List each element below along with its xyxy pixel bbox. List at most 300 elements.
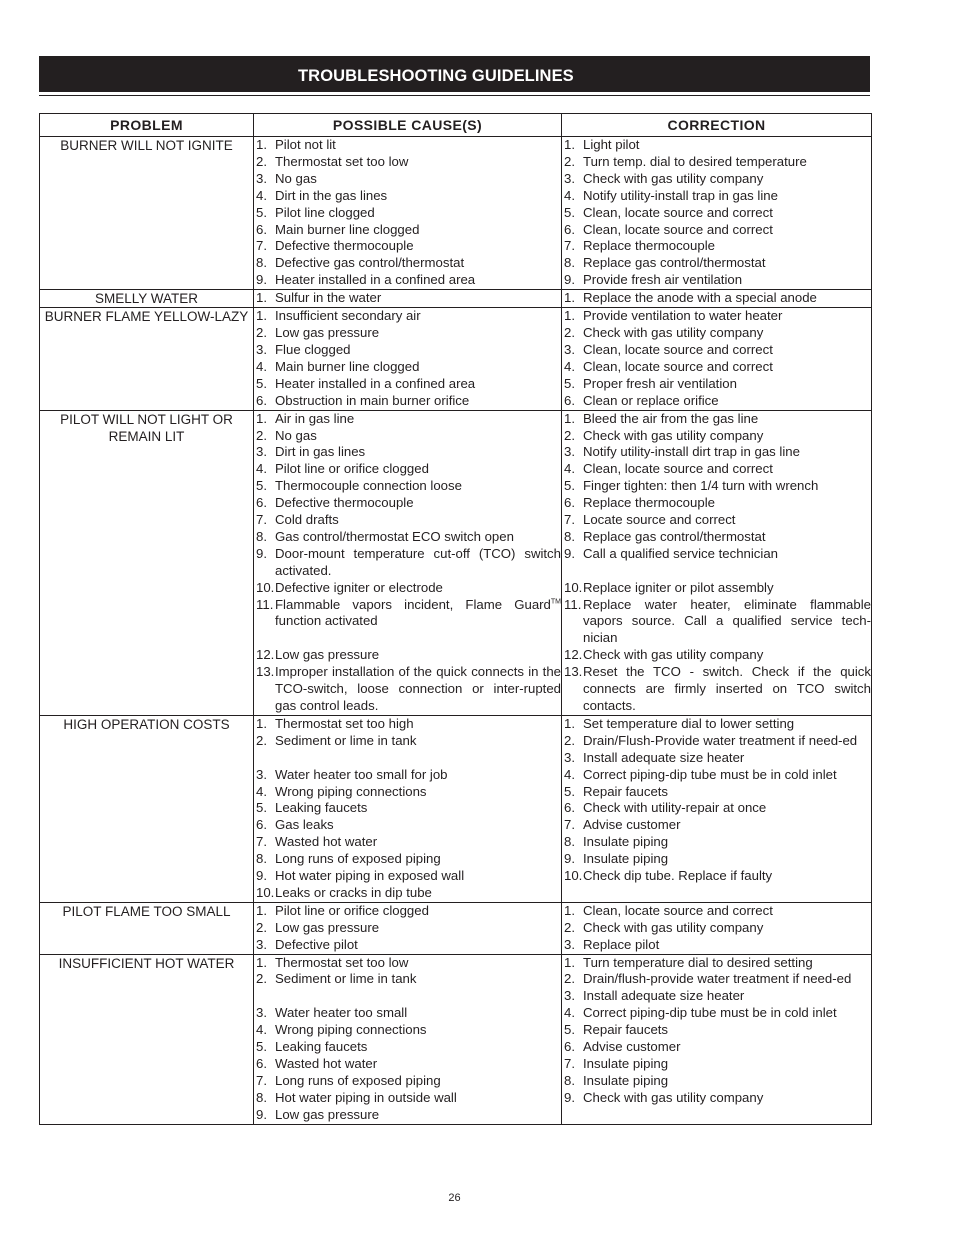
item-text [583, 546, 871, 580]
item-text-main: Defective igniter or electrode [275, 579, 443, 595]
item-text [583, 238, 871, 255]
list-item [254, 851, 561, 868]
item-text-main: Advise customer [583, 817, 681, 833]
list-item [562, 393, 871, 410]
item-text-main: Sulfur in the water [275, 290, 382, 306]
item-number: 8. [564, 255, 575, 271]
list-item [562, 495, 871, 512]
list-item [254, 325, 561, 342]
item-text [275, 255, 561, 272]
list-item [562, 750, 871, 767]
list-item [562, 868, 871, 885]
item-text [583, 1022, 871, 1039]
item-number: 9. [564, 545, 575, 561]
item-number: 1. [256, 290, 267, 306]
list-item [254, 171, 561, 188]
item-text-main: Insulate piping [583, 851, 669, 867]
item-text [583, 205, 871, 222]
item-text [275, 1090, 561, 1107]
item-number: 11. [256, 596, 274, 612]
item-text-main: Correct piping-dip tube must be in cold inlet [583, 766, 837, 782]
item-text-main: Repair faucets [583, 783, 669, 799]
table-row [40, 137, 872, 290]
item-text-main: Flammable vapors incident, Flame Guard [275, 596, 551, 612]
item-text [275, 1005, 561, 1022]
corrections-list [562, 411, 871, 715]
item-text-main: Replace gas control/thermostat [583, 255, 766, 271]
item-number: 5. [256, 204, 267, 220]
blank-line [275, 630, 561, 647]
list-item [562, 920, 871, 937]
list-item [562, 1039, 871, 1056]
item-text [583, 444, 871, 461]
item-text [583, 851, 871, 868]
item-text-main: Advise customer [583, 1039, 681, 1055]
item-number: 1. [564, 137, 575, 152]
item-text-main: Finger tighten: then 1/4 turn with wrench [583, 478, 819, 494]
item-text-main: Light pilot [583, 137, 640, 152]
item-text [583, 428, 871, 445]
item-text [583, 955, 871, 972]
table-row [40, 308, 872, 410]
table-row [40, 410, 872, 715]
item-number: 6. [564, 495, 575, 511]
item-text-main: Pilot not lit [275, 137, 336, 152]
list-item [562, 359, 871, 376]
item-number: 10. [564, 579, 583, 595]
item-text [583, 716, 871, 733]
list-item [254, 308, 561, 325]
item-number: 6. [564, 1039, 575, 1055]
item-text-main: Main burner line clogged [275, 358, 420, 374]
item-text-main: Locate source and correct [583, 512, 736, 528]
item-number: 1. [564, 954, 575, 970]
item-number: 2. [564, 971, 575, 987]
list-item [254, 238, 561, 255]
item-text [583, 597, 871, 648]
item-text-main: Long runs of exposed piping [275, 851, 441, 867]
item-text-main: Dirt in gas lines [275, 444, 366, 460]
item-text [275, 137, 561, 154]
item-text-main: Wasted hot water [275, 834, 378, 850]
item-text-main: Replace igniter or pilot assembly [583, 579, 774, 595]
item-text-main: Door-mount temperature cut-off (TCO) switch activated. [275, 545, 561, 578]
problem-cell: BURNER FLAME YELLOW-LAZY [40, 308, 254, 410]
item-number: 3. [564, 341, 575, 357]
list-item [562, 290, 871, 307]
item-number: 3. [256, 444, 267, 460]
item-text [275, 290, 561, 307]
item-text [583, 937, 871, 954]
list-item [562, 188, 871, 205]
item-number: 6. [564, 221, 575, 237]
list-item [562, 461, 871, 478]
header-problem: PROBLEM [40, 114, 254, 137]
item-text [275, 428, 561, 445]
item-number: 6. [256, 495, 267, 511]
list-item [254, 444, 561, 461]
item-number: 4. [256, 461, 267, 477]
list-item [254, 800, 561, 817]
item-text-main: Insulate piping [583, 834, 669, 850]
item-text-main: Replace pilot [583, 936, 660, 952]
list-item [254, 1056, 561, 1073]
item-text-continued: function activated [275, 613, 378, 629]
item-text-main: Water heater too small [275, 1005, 408, 1021]
item-text [583, 750, 871, 767]
list-item [254, 937, 561, 954]
list-item [254, 205, 561, 222]
item-text [275, 817, 561, 834]
item-number: 9. [564, 851, 575, 867]
item-number: 6. [256, 1055, 267, 1071]
list-item [254, 1022, 561, 1039]
problem-cell: INSUFFICIENT HOT WATER [40, 954, 254, 1124]
item-number: 2. [564, 732, 575, 748]
item-text [275, 546, 561, 580]
item-text-main: Leaking faucets [275, 1039, 368, 1055]
item-number: 4. [564, 766, 575, 782]
item-text-main: Dirt in the gas lines [275, 187, 388, 203]
item-text [275, 1022, 561, 1039]
item-text-main: Leaking faucets [275, 800, 368, 816]
item-text [275, 478, 561, 495]
item-number: 8. [564, 528, 575, 544]
item-text-main: No gas [275, 427, 317, 443]
item-number: 1. [564, 308, 575, 324]
item-text [583, 171, 871, 188]
item-text [275, 955, 561, 972]
item-text [275, 461, 561, 478]
list-item [254, 647, 561, 664]
causes-list [254, 137, 561, 289]
list-item [254, 512, 561, 529]
causes-list [254, 290, 561, 307]
item-text [583, 529, 871, 546]
item-text-main: Clean, locate source and correct [583, 461, 773, 477]
item-text-main: Long runs of exposed piping [275, 1072, 441, 1088]
item-text-main: Notify utility-install trap in gas line [583, 187, 778, 203]
item-text [583, 255, 871, 272]
corrections-cell [562, 954, 872, 1124]
list-item [562, 580, 871, 597]
list-item [562, 1090, 871, 1107]
item-number: 4. [564, 1005, 575, 1021]
item-text-main: Check with gas utility company [583, 325, 764, 341]
causes-list [254, 955, 561, 1124]
item-text [275, 325, 561, 342]
item-text-main: Defective gas control/thermostat [275, 255, 465, 271]
item-number: 2. [564, 427, 575, 443]
corrections-cell [562, 290, 872, 308]
list-item [562, 272, 871, 289]
item-number: 8. [256, 851, 267, 867]
list-item [254, 664, 561, 715]
item-text-main: Improper installation of the quick connects in the TCO-switch, loose connection or inter-rupted gas control leads. [275, 664, 561, 713]
list-item [562, 1022, 871, 1039]
item-text [583, 154, 871, 171]
problem-cell: BURNER WILL NOT IGNITE [40, 137, 254, 290]
list-item [562, 834, 871, 851]
list-item [254, 222, 561, 239]
item-number: 6. [256, 817, 267, 833]
item-text [583, 359, 871, 376]
item-number: 2. [564, 153, 575, 169]
corrections-list [562, 716, 871, 885]
item-text-main: No gas [275, 170, 317, 186]
list-item [562, 1005, 871, 1022]
list-item [562, 238, 871, 255]
item-number: 4. [564, 187, 575, 203]
item-number: 9. [564, 272, 575, 288]
list-item [254, 733, 561, 767]
header-correction: CORRECTION [562, 114, 872, 137]
item-text [583, 411, 871, 428]
item-text [275, 664, 561, 715]
item-text-main: Set temperature dial to lower setting [583, 715, 795, 731]
item-text [275, 171, 561, 188]
list-item [562, 222, 871, 239]
item-text-main: Gas control/thermostat ECO switch open [275, 528, 514, 544]
item-text-main: Clean, locate source and correct [583, 221, 773, 237]
item-text-main: Defective thermocouple [275, 495, 414, 511]
item-text-main: Check with gas utility company [583, 1089, 764, 1105]
item-number: 3. [256, 766, 267, 782]
item-number: 3. [564, 444, 575, 460]
item-text-main: Check with gas utility company [583, 647, 764, 663]
list-item [254, 290, 561, 307]
item-text [275, 411, 561, 428]
problem-cell: PILOT WILL NOT LIGHT OR REMAIN LIT [40, 410, 254, 715]
table-body [40, 137, 872, 1125]
item-text-main: Sediment or lime in tank [275, 971, 417, 987]
item-number: 2. [564, 325, 575, 341]
list-item [254, 495, 561, 512]
item-text [583, 1005, 871, 1022]
list-item [254, 885, 561, 902]
item-text-main: Insufficient secondary air [275, 308, 421, 324]
item-number: 12. [564, 647, 583, 663]
item-number: 7. [256, 512, 267, 528]
corrections-list [562, 308, 871, 409]
item-text [275, 1039, 561, 1056]
list-item [254, 597, 561, 648]
item-number: 4. [256, 783, 267, 799]
item-text [275, 716, 561, 733]
item-text-main: Wrong piping connections [275, 1022, 427, 1038]
item-text-main: Heater installed in a confined area [275, 272, 476, 288]
causes-list [254, 903, 561, 954]
list-item [254, 971, 561, 1005]
item-text-main: Thermocouple connection loose [275, 478, 462, 494]
item-text [275, 885, 561, 902]
table-row [40, 715, 872, 902]
item-number: 6. [256, 221, 267, 237]
item-text-main: Drain/flush-provide water treatment if need-ed [583, 971, 852, 987]
list-item [562, 800, 871, 817]
list-item [254, 920, 561, 937]
item-number: 5. [256, 478, 267, 494]
item-text [583, 1056, 871, 1073]
item-text [275, 767, 561, 784]
item-number: 3. [256, 170, 267, 186]
blank-line [275, 750, 561, 767]
item-text-main: Replace the anode with a special anode [583, 290, 817, 306]
item-text [275, 784, 561, 801]
list-item [562, 428, 871, 445]
item-number: 2. [256, 153, 267, 169]
item-number: 5. [564, 204, 575, 220]
item-number: 8. [256, 528, 267, 544]
corrections-cell [562, 410, 872, 715]
item-number: 4. [256, 187, 267, 203]
causes-cell [254, 137, 562, 290]
item-text [275, 393, 561, 410]
item-text-main: Pilot line clogged [275, 204, 375, 220]
item-text-main: Low gas pressure [275, 1106, 380, 1122]
item-number: 6. [564, 392, 575, 408]
item-text [275, 868, 561, 885]
table-row [40, 902, 872, 954]
item-text-main: Pilot line or orifice clogged [275, 902, 429, 918]
list-item [562, 664, 871, 715]
item-number: 8. [564, 834, 575, 850]
problem-cell: HIGH OPERATION COSTS [40, 715, 254, 902]
item-number: 5. [256, 1039, 267, 1055]
blank-line [275, 988, 561, 1005]
item-text [275, 733, 561, 767]
corrections-list [562, 137, 871, 289]
item-number: 5. [256, 375, 267, 391]
item-text-main: Thermostat set too low [275, 153, 409, 169]
troubleshooting-table [39, 113, 872, 1125]
header-possible-causes: POSSIBLE CAUSE(S) [254, 114, 562, 137]
list-item [254, 868, 561, 885]
item-text [275, 272, 561, 289]
item-text [275, 512, 561, 529]
item-number: 6. [564, 800, 575, 816]
list-item [254, 784, 561, 801]
item-text [583, 188, 871, 205]
item-number: 8. [564, 1072, 575, 1088]
item-text [583, 1090, 871, 1107]
table-row [40, 954, 872, 1124]
item-text [583, 393, 871, 410]
item-text-main: Insulate piping [583, 1072, 669, 1088]
item-text [583, 664, 871, 715]
item-text [275, 1107, 561, 1124]
item-text [583, 580, 871, 597]
item-text-main: Turn temp. dial to desired temperature [583, 153, 807, 169]
item-number: 3. [256, 341, 267, 357]
list-item [562, 529, 871, 546]
causes-cell [254, 954, 562, 1124]
list-item [254, 428, 561, 445]
item-text-main: Check with gas utility company [583, 427, 764, 443]
list-item [562, 154, 871, 171]
item-number: 1. [564, 715, 575, 731]
item-text-main: Proper fresh air ventilation [583, 375, 737, 391]
causes-cell [254, 410, 562, 715]
section-title: TROUBLESHOOTING GUIDELINES [39, 56, 870, 92]
list-item [254, 393, 561, 410]
list-item [254, 580, 561, 597]
list-item [562, 784, 871, 801]
item-text [275, 1056, 561, 1073]
item-text-main: Install adequate size heater [583, 988, 745, 1004]
list-item [254, 767, 561, 784]
item-text-main: Provide ventilation to water heater [583, 308, 783, 324]
corrections-list [562, 290, 871, 307]
item-text [583, 512, 871, 529]
list-item [562, 342, 871, 359]
table-header-row [40, 114, 872, 137]
item-number: 9. [256, 272, 267, 288]
item-text [583, 868, 871, 885]
item-number: 2. [564, 919, 575, 935]
item-text [275, 834, 561, 851]
item-text [275, 920, 561, 937]
item-text-main: Thermostat set too high [275, 715, 414, 731]
item-number: 11. [564, 596, 582, 612]
causes-list [254, 716, 561, 902]
item-text [275, 376, 561, 393]
item-number: 1. [564, 902, 575, 918]
item-number: 1. [256, 410, 267, 426]
item-text-main: Wasted hot water [275, 1055, 378, 1071]
item-text [583, 342, 871, 359]
item-number: 2. [256, 427, 267, 443]
title-underline [39, 95, 870, 96]
list-item [562, 988, 871, 1005]
item-text [583, 308, 871, 325]
item-text-main: Replace thermocouple [583, 238, 715, 254]
list-item [562, 137, 871, 154]
item-number: 13. [256, 664, 275, 680]
item-number: 5. [564, 478, 575, 494]
item-text [583, 222, 871, 239]
item-text [583, 461, 871, 478]
item-text-main: Check with gas utility company [583, 170, 764, 186]
list-item [562, 817, 871, 834]
item-text-main: Call a qualified service technician [583, 545, 778, 561]
item-number: 3. [564, 749, 575, 765]
item-text-main: Turn temperature dial to desired setting [583, 954, 813, 970]
item-text-main: Bleed the air from the gas line [583, 410, 759, 426]
item-text [583, 1073, 871, 1090]
item-number: 9. [256, 1106, 267, 1122]
list-item [562, 971, 871, 988]
corrections-cell [562, 715, 872, 902]
item-text [275, 800, 561, 817]
page-number: 26 [448, 1192, 461, 1204]
causes-cell [254, 715, 562, 902]
item-text [275, 971, 561, 1005]
list-item [562, 716, 871, 733]
item-number: 4. [256, 358, 267, 374]
list-item [254, 461, 561, 478]
item-number: 2. [256, 732, 267, 748]
item-text [275, 647, 561, 664]
item-number: 1. [256, 308, 267, 324]
item-text-main: Correct piping-dip tube must be in cold inlet [583, 1005, 837, 1021]
list-item [562, 1073, 871, 1090]
list-item [562, 325, 871, 342]
item-text-main: Pilot line or orifice clogged [275, 461, 429, 477]
item-text [275, 529, 561, 546]
list-item [254, 1039, 561, 1056]
item-text-main: Repair faucets [583, 1022, 669, 1038]
